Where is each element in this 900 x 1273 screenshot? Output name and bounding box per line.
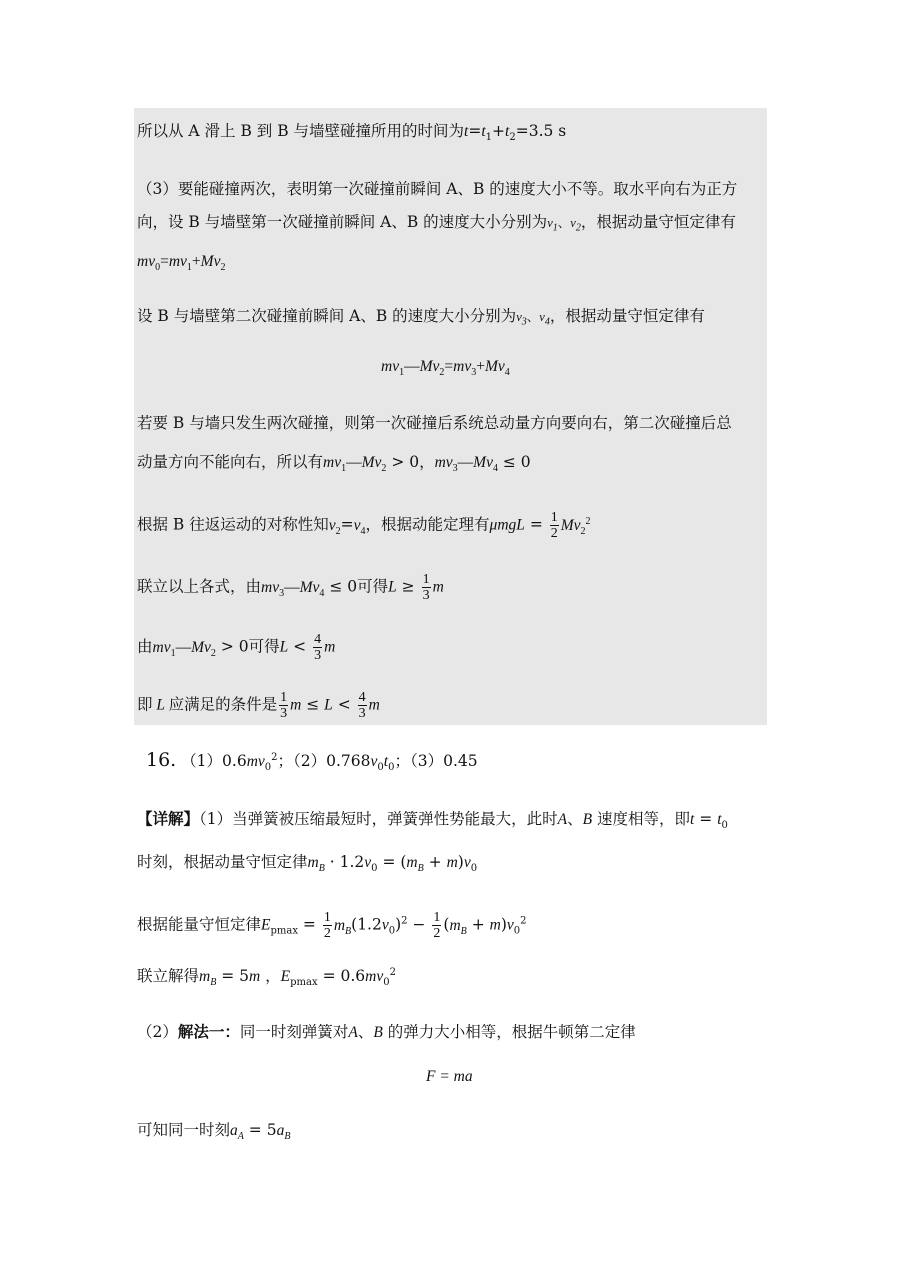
final-condition-tail: 应满足的条件是 [168, 695, 278, 714]
equation-newton-text: F = ma [426, 1068, 473, 1085]
text-line-symmetry: 根据 B 往返运动的对称性知$v_2=v_4$，根据动能定理有μmgL = $\frac{1}{2}$ $Mv_2^2$ [137, 510, 591, 541]
text-line-time: 所以从 A 滑上 B 到 B 与墙壁碰撞所用的时间为$t=t_1+t_2=3.5$ s [137, 122, 567, 144]
text-line-condition-1: 若要 B 与墙只发生两次碰撞，则第一次碰撞后系统总动量方向要向右，第二次碰撞后总 [137, 414, 732, 432]
detail-line-3-text: 根据能量守恒定律 [137, 915, 262, 934]
answer-16-part3-label: ；（3）0.45 [394, 752, 478, 770]
equation-newton [426, 1067, 473, 1087]
method-one-label: 解法一： [177, 1022, 240, 1041]
detail-line-7: 可知同一时刻$a_A = 5a_B$ [137, 1121, 291, 1143]
detail-line-2-text: 时刻，根据动量守恒定律 [137, 853, 308, 871]
detail-heading: 【详解】 [137, 809, 200, 828]
equation-momentum-2: $mv_1—Mv_2=mv_3+Mv_4$ [381, 358, 510, 379]
detail-line-5: （2）解法一：同一时刻弹簧对A、B 的弹力大小相等，根据牛顿第二定律 [137, 1022, 636, 1041]
text-line-time-label: 所以从 A 滑上 B 到 B 与墙壁碰撞所用的时间为 [137, 122, 465, 140]
detail-line-3: 根据能量守恒定律$E_{pmax}$ = $\frac{1}{2}$ $m_B(1.2v_0)^2$ − $\frac{1}{2}$ $(m_B + m)v_0^2$ [137, 910, 527, 941]
second-collision-label: 设 B 与墙壁第二次碰撞前瞬间 A、B 的速度大小分别为 [137, 307, 517, 325]
symmetry-label: 根据 B 往返运动的对称性知 [137, 515, 329, 534]
detail-line-1-text: （1）当弹簧被压缩最短时，弹簧弹性势能最大，此时 [199, 810, 558, 828]
answer-16: 16. $(1)0.6mv_0^2$；$(2)0.768v_0t_0$；（3）0.45 [146, 749, 478, 774]
lower-bound-mid: 可得 [357, 577, 389, 596]
text-line-condition-2: 动量方向不能向右，所以有$mv_1—Mv_2 > 0$，$mv_3—Mv_4 \le 0$ [137, 453, 531, 475]
lower-bound-label: 联立以上各式，由 [137, 577, 262, 596]
equation-momentum-1: $mv_0=mv_1+Mv_2$ [137, 253, 226, 274]
upper-bound-mid: 可得 [248, 637, 280, 656]
answer-16-part1-label: （1） [181, 752, 223, 770]
detail-line-1: 【详解】（1）当弹簧被压缩最短时，弹簧弹性势能最大，此时A、B 速度相等，即$t = t_0$ [137, 809, 728, 832]
text-line-upper-bound: 由$mv_1—Mv_2 > 0$可得L < $\frac{4}{3}$ m [137, 632, 336, 663]
final-condition-label: 即 [137, 695, 153, 714]
text-line-part3-intro: （3）要能碰撞两次，表明第一次碰撞前瞬间 A、B 的速度大小不等。取水平向右为正方 [137, 180, 738, 198]
question-number: 16. [146, 749, 177, 771]
text-line-second-collision: 设 B 与墙壁第二次碰撞前瞬间 A、B 的速度大小分别为$v_3$、$v_4$，根据动量守恒定律有 [137, 307, 705, 328]
condition-2-label: 动量方向不能向右，所以有 [137, 453, 324, 471]
answer-16-part2-label: ；（2） [277, 752, 327, 770]
detail-line-5-tail: 的弹力大小相等，根据牛顿第二定律 [387, 1023, 636, 1041]
detail-line-1-tail: 速度相等，即 [597, 810, 691, 828]
first-collision-tail: ，根据动量守恒定律有 [580, 213, 736, 231]
text-line-final-condition: 即 L 应满足的条件是 $\frac{1}{3}$ m ≤ L < $\frac{4}{3}$ m [137, 690, 380, 721]
text-line-lower-bound: 联立以上各式，由$mv_3—Mv_4 \le 0$可得L ≥ $\frac{1}{3}$ m [137, 572, 444, 603]
detail-line-2: 时刻，根据动量守恒定律$m_B \cdot 1.2v_0 = (m_B + m)v_0$ [137, 853, 478, 875]
first-collision-label: 向，设 B 与墙壁第一次碰撞前瞬间 A、B 的速度大小分别为 [137, 213, 548, 231]
upper-bound-label: 由 [137, 637, 153, 656]
detail-line-4: 联立解得$m_B = 5m$ ，$E_{pmax} = 0.6mv_0^2$ [137, 966, 396, 989]
text-line-first-collision: 向，设 B 与墙壁第一次碰撞前瞬间 A、B 的速度大小分别为$v_1$、$v_2$，根据动量守恒定律有 [137, 213, 736, 234]
detail-line-7-text: 可知同一时刻 [137, 1121, 231, 1139]
detail-line-5-text: 同一时刻弹簧对 [239, 1023, 349, 1041]
detail-line-4-text: 联立解得 [137, 967, 200, 985]
symmetry-tail: ，根据动能定理有 [365, 515, 490, 534]
second-collision-tail: ，根据动量守恒定律有 [549, 307, 705, 325]
detail-line-5-part: （2） [137, 1023, 178, 1041]
